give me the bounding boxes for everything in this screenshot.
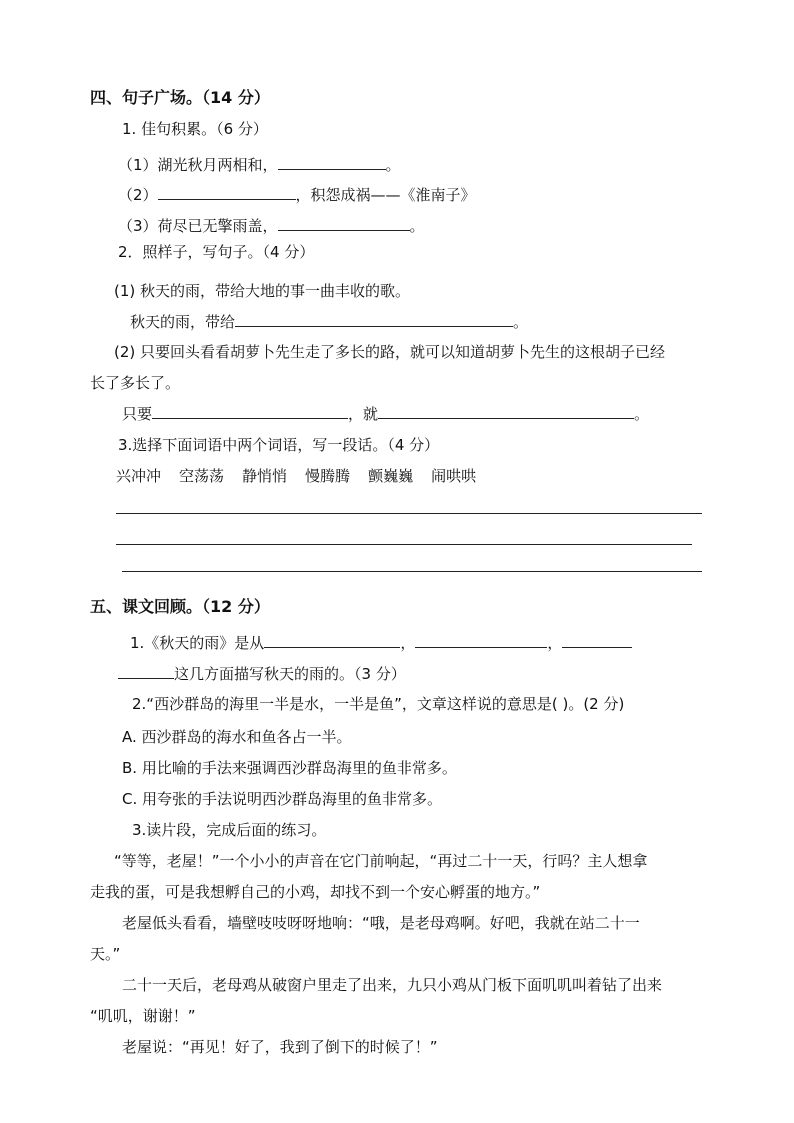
s5-q1-line2: 这几方面描写秋天的雨的。（3 分） [118,664,406,684]
s4-q2-label: 2．照样子，写句子。（4 分） [118,243,315,261]
passage-line: “叽叽，谢谢！” [90,1007,196,1025]
passage-line: 天。” [90,945,121,963]
s4-q1-label: 1. 佳句积累。（6 分） [122,120,268,138]
answer-blank[interactable] [278,216,410,231]
word-option: 颤巍巍 [368,467,414,485]
s4-q2-answer1: 秋天的雨，带给 。 [130,313,529,331]
s5-q2-option-c: C. 用夸张的手法说明西沙群岛海里的鱼非常多。 [122,790,443,808]
answer-blank[interactable] [264,633,400,648]
word-option: 兴冲冲 [116,467,162,485]
s4-q2-answer2: 只要 ，就 。 [122,405,650,423]
s4-q2-example2-line2: 长了多长了。 [90,374,181,392]
s5-q3-label: 3.读片段，完成后面的练习。 [132,821,327,839]
passage-line: “等等，老屋！”一个小小的声音在它门前响起，“再过二十一天，行吗？主人想拿 [114,852,648,870]
s4-q1-line2: （2） ，积怨成祸——《淮南子》 [118,186,476,204]
s4-q2-example1: (1) 秋天的雨，带给大地的事一曲丰收的歌。 [114,282,411,300]
writing-line[interactable] [122,571,702,572]
answer-blank[interactable] [562,633,632,648]
word-option: 慢腾腾 [305,467,351,485]
s4-q3-word-list [116,466,494,486]
writing-line[interactable] [116,513,702,514]
answer-blank[interactable] [378,404,634,419]
s4-q2-example2-line1: (2) 只要回头看看胡萝卜先生走了多长的路，就可以知道胡萝卜先生的这根胡子已经 [114,343,666,361]
section4-title: 四、句子广场。（14 分） [90,88,270,107]
passage-line: 老屋说：“再见！好了，我到了倒下的时候了！” [122,1038,438,1056]
passage-line: 二十一天后，老母鸡从破窗户里走了出来，九只小鸡从门板下面叽叽叫着钻了出来 [122,976,663,994]
word-option: 闹哄哄 [431,467,477,485]
s4-q1-line1: （1）湖光秋月两相和， 。 [118,156,401,174]
word-option: 空荡荡 [179,467,225,485]
passage-line: 老屋低头看看，墙壁吱吱呀呀地响：“哦，是老母鸡啊。好吧，我就在站二十一 [122,914,640,932]
answer-blank[interactable] [278,155,386,170]
word-option: 静悄悄 [242,467,288,485]
passage-line: 走我的蛋，可是我想孵自己的小鸡，却找不到一个安心孵蛋的地方。” [90,883,541,901]
answer-blank[interactable] [235,312,513,327]
writing-line[interactable] [116,544,692,545]
answer-blank[interactable] [415,633,547,648]
s5-q2-option-a: A. 西沙群岛的海水和鱼各占一半。 [122,728,352,746]
answer-blank[interactable] [158,185,296,200]
answer-blank[interactable] [152,404,348,419]
s5-q2-option-b: B. 用比喻的手法来强调西沙群岛海里的鱼非常多。 [122,759,457,777]
s5-q2: 2.“西沙群岛的海里一半是水，一半是鱼”，文章这样说的意思是( )。(2 分) [132,695,625,713]
s4-q1-line3: （3）荷尽已无擎雨盖， 。 [118,217,425,235]
s5-q1-line1: 1.《秋天的雨》是从 ， ， [130,633,632,653]
section5-title: 五、课文回顾。（12 分） [90,597,270,616]
s4-q3-label: 3.选择下面词语中两个词语，写一段话。（4 分） [118,436,440,454]
answer-blank[interactable] [118,664,174,679]
